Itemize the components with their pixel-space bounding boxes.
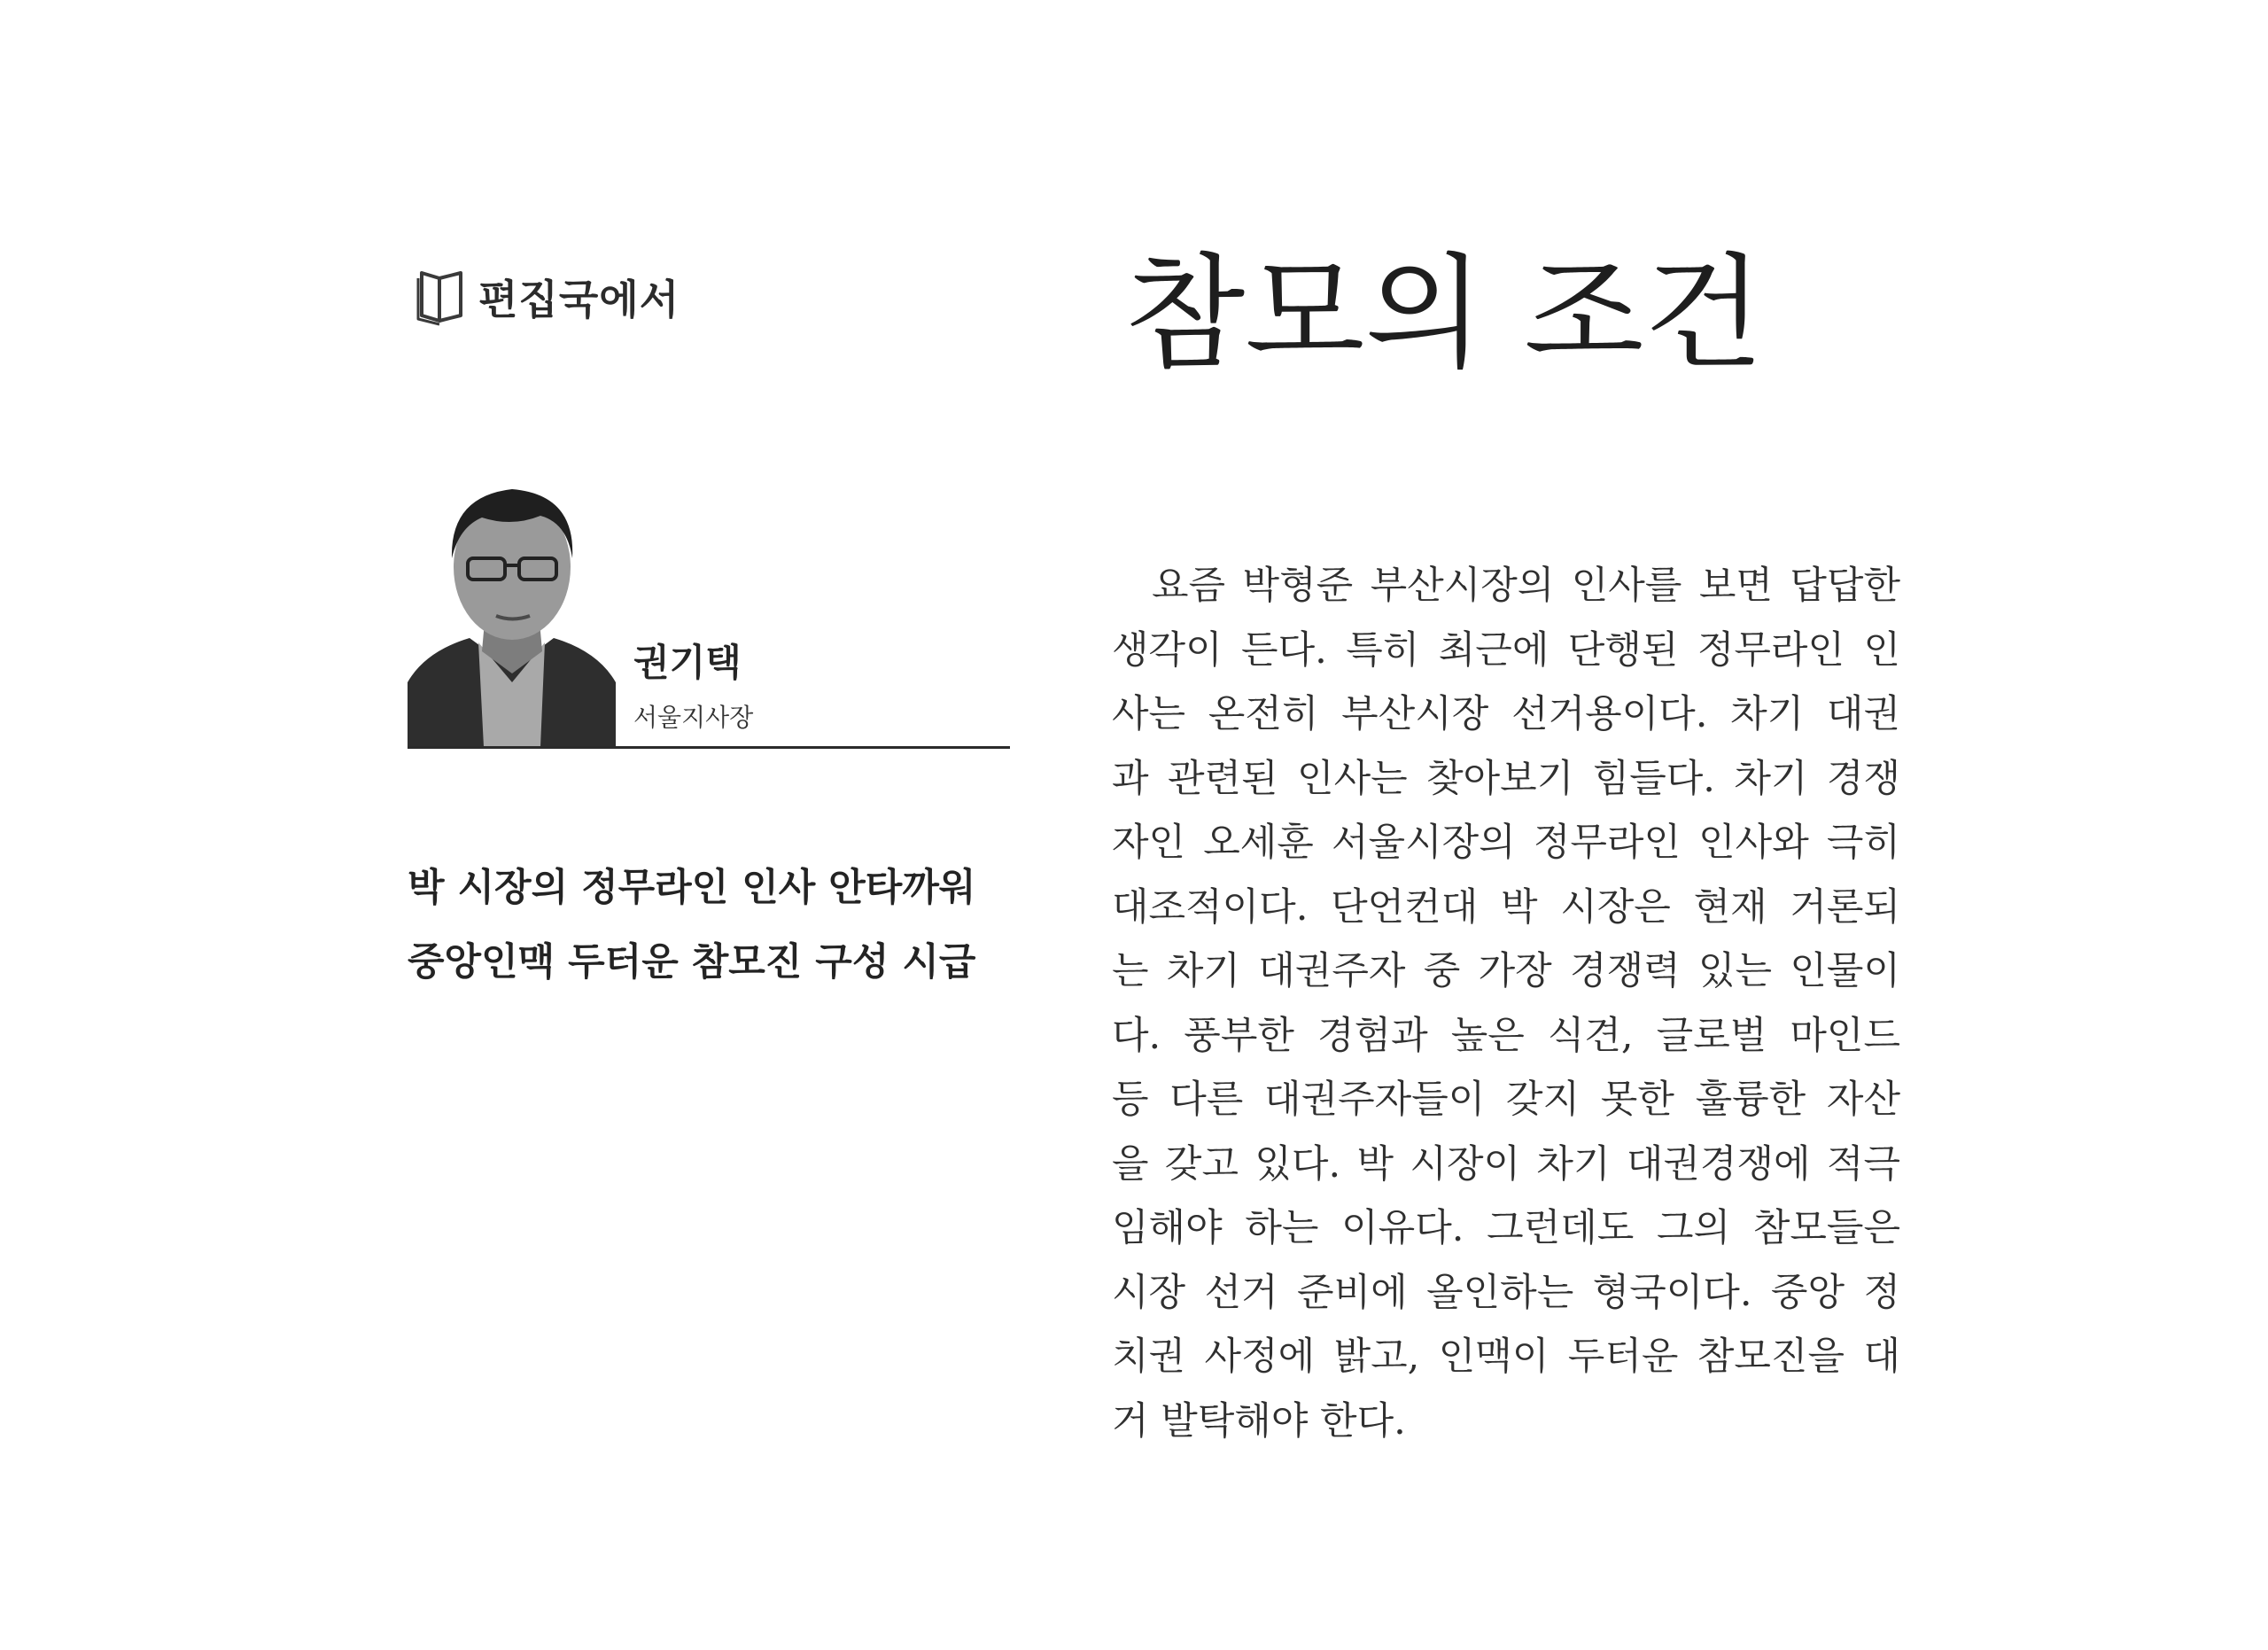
body-line: 시장 선거 준비에 올인하는 형국이다. 중앙 정 [1112, 1270, 1900, 1315]
section-label-text: 편집국에서 [478, 276, 680, 323]
author-name: 권기택 [633, 641, 742, 684]
subhead-line: 박 시장의 정무라인 인사 안타까워 [408, 866, 976, 910]
author-portrait [408, 461, 616, 747]
body-line: 다. 풍부한 경험과 높은 식견, 글로벌 마인드 [1112, 1013, 1900, 1058]
body-line: 자인 오세훈 서울시장의 정무라인 인사와 극히 [1112, 821, 1900, 865]
body-line: 등 다른 대권주자들이 갖지 못한 훌륭한 자산 [1112, 1078, 1900, 1122]
body-line: 임해야 하는 이유다. 그런데도 그의 참모들은 [1112, 1206, 1900, 1250]
body-line: 는 차기 대권주자 중 가장 경쟁력 있는 인물이 [1112, 949, 1900, 993]
body-line: 생각이 든다. 특히 최근에 단행된 정무라인 인 [1112, 627, 1900, 673]
headline: 참모의 조건 [1125, 242, 1764, 386]
body-line: 거 발탁해야 한다. [1112, 1398, 1406, 1444]
article-body [1112, 554, 1900, 1453]
body-line: 과 관련된 인사는 찾아보기 힘들다. 차기 경쟁 [1112, 756, 1900, 801]
body-line: 대조적이다. 단언컨대 박 시장은 현재 거론되 [1112, 884, 1900, 930]
body-line: 사는 온전히 부산시장 선거용이다. 차기 대권 [1112, 692, 1900, 736]
body-line: 을 갖고 있다. 박 시장이 차기 대권경쟁에 적극 [1112, 1141, 1900, 1187]
subhead-line: 중앙인맥 두터운 참모진 구성 시급 [408, 940, 976, 985]
book-icon [416, 268, 466, 326]
body-line: 치권 사정에 밝고, 인맥이 두터운 참모진을 대 [1112, 1335, 1900, 1379]
body-line: 요즘 박형준 부산시장의 인사를 보면 답답한 [1152, 564, 1900, 608]
section-label [416, 266, 680, 328]
author-block [408, 461, 1010, 749]
author-title: 서울지사장 [633, 703, 754, 732]
subheads [408, 851, 1045, 1000]
author-divider [408, 746, 1010, 749]
